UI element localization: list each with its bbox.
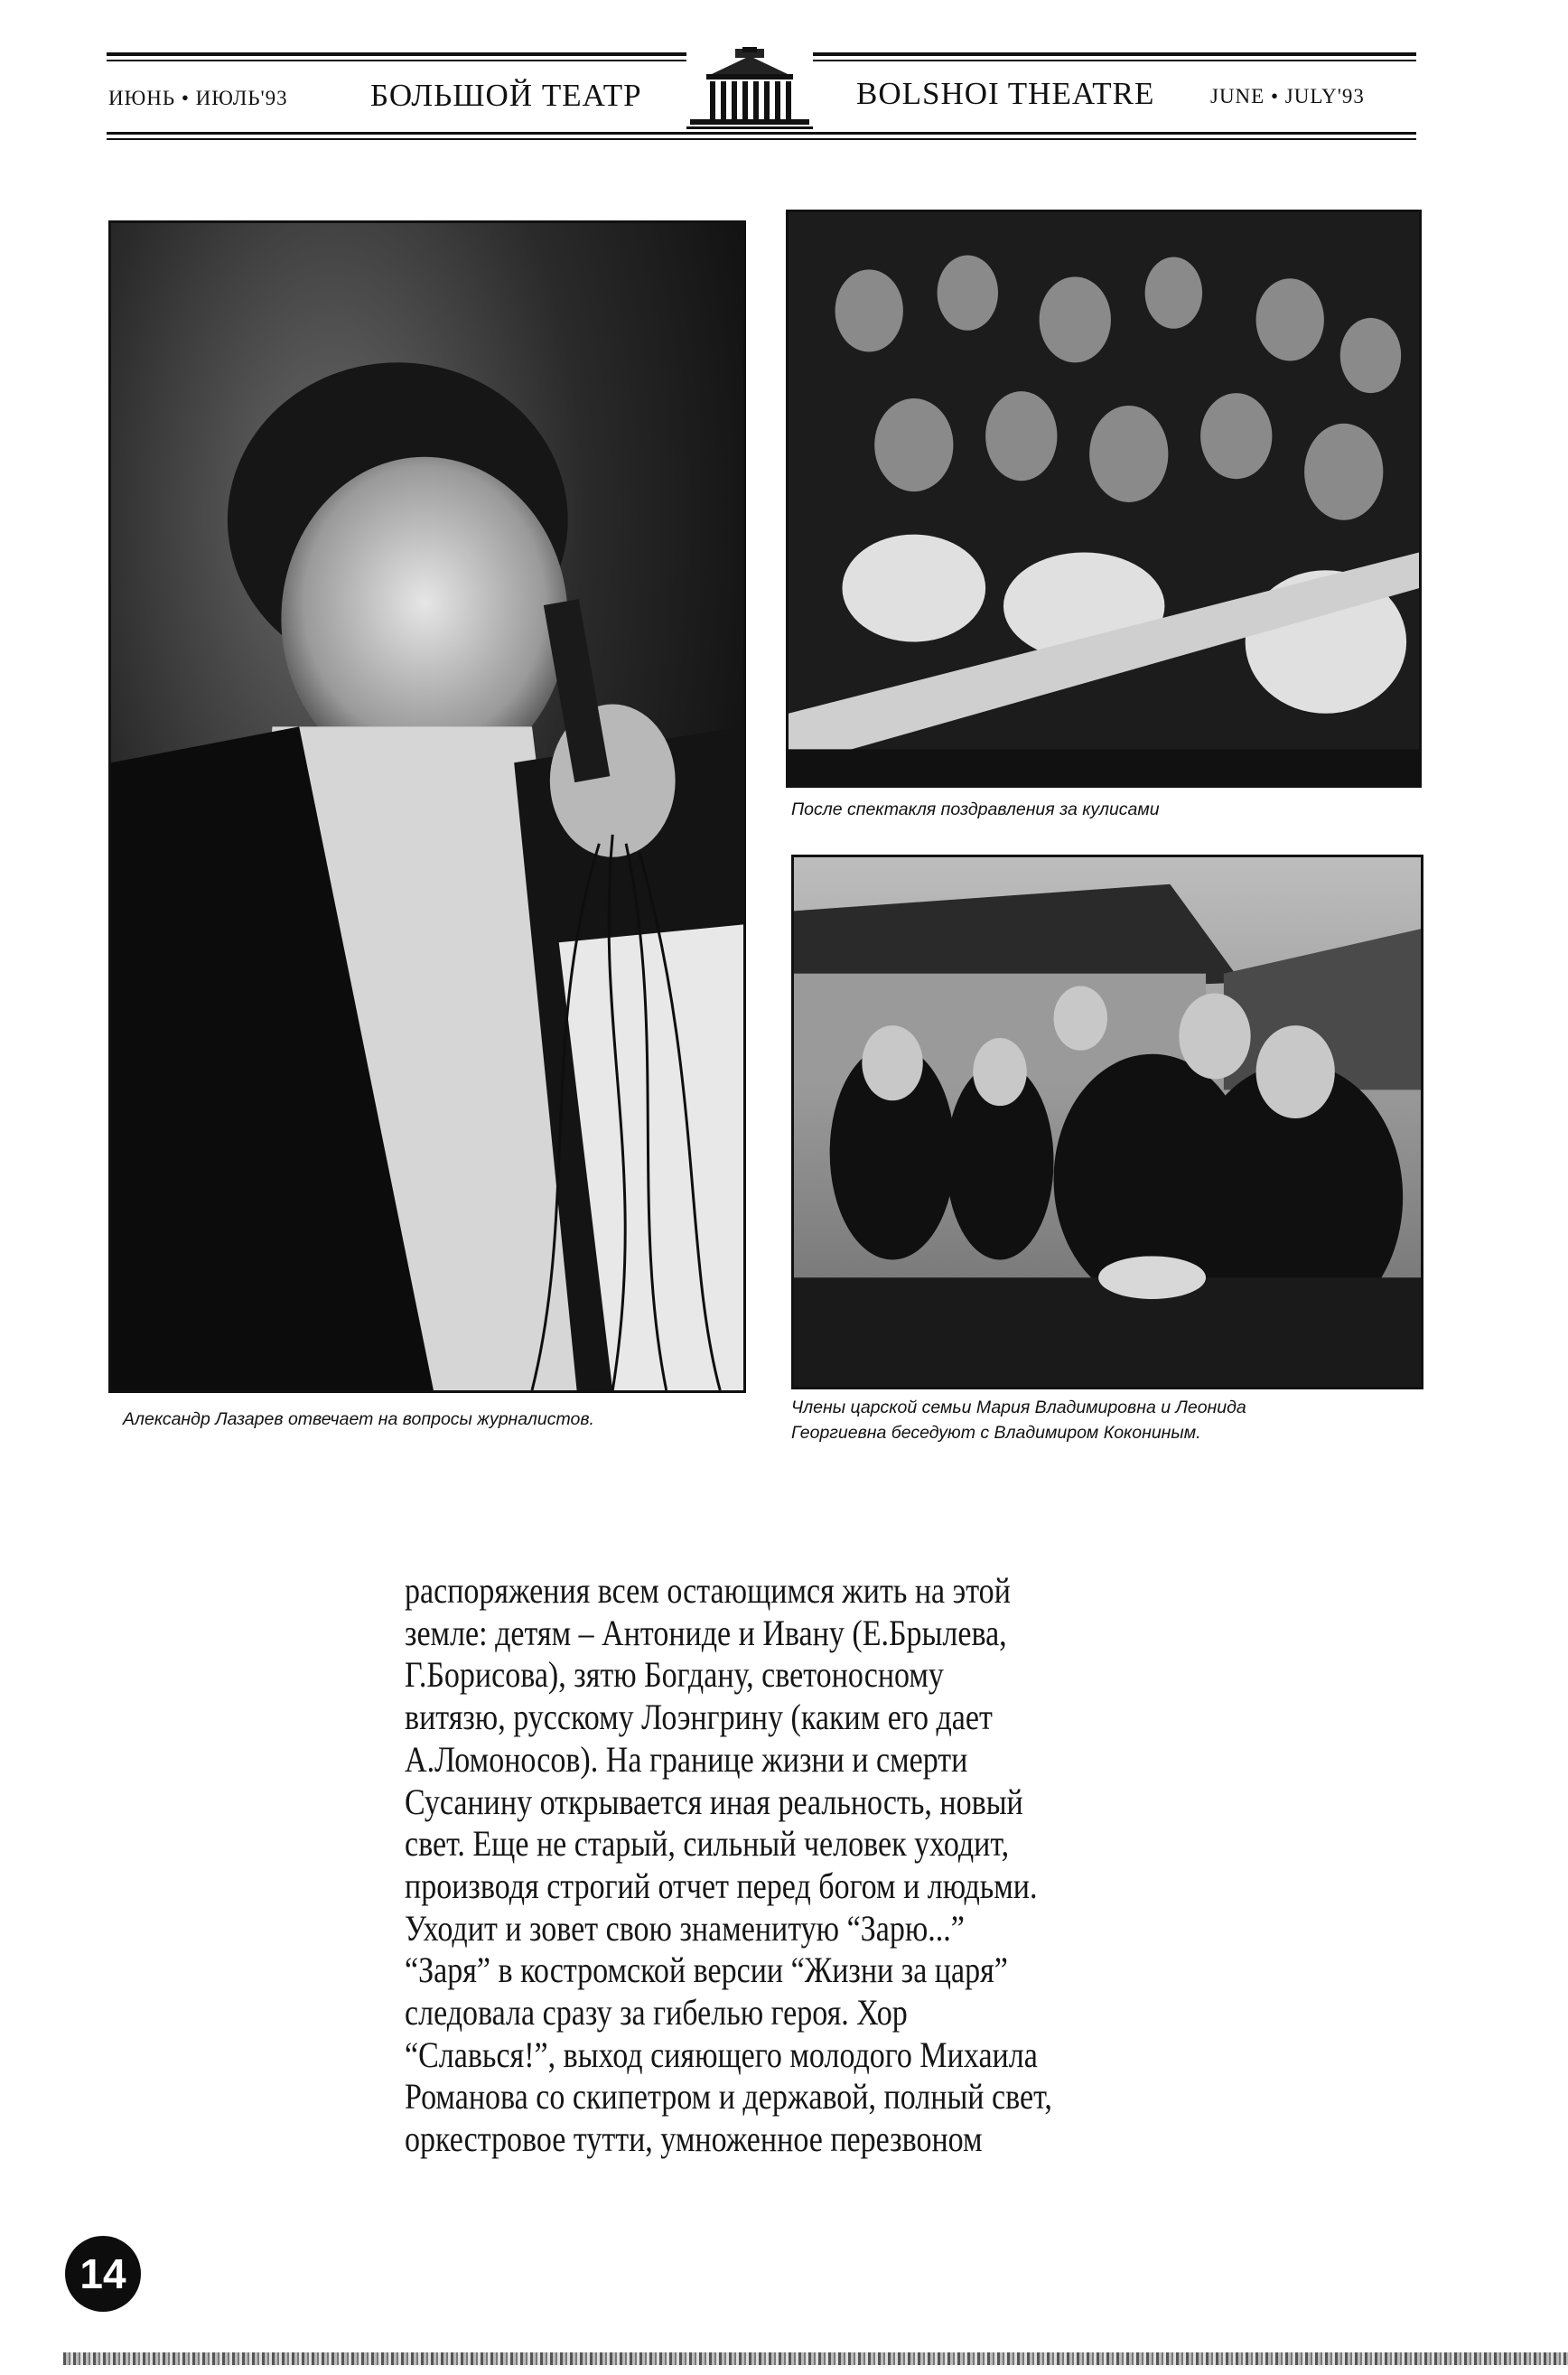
header-date-ru: ИЮНЬ • ИЮЛЬ'93 [108,87,288,109]
body-line: производя строгий отчет перед богом и людьми. [405,1865,1038,1906]
body-line: оркестровое тутти, умноженное перезвоном [405,2118,983,2160]
body-line: Г.Борисова), зятю Богдану, светоносному [405,1654,944,1696]
body-line: Романова со скипетром и державой, полный свет, [405,2076,1052,2118]
caption-line: Георгиевна беседуют с Владимиром Кокониным. [791,1423,1201,1443]
photo-conductor [108,220,746,1393]
body-line: распоряжения всем остающимся жить на этой [405,1570,1011,1611]
body-line: следовала сразу за гибелью героя. Хор [405,1992,908,2034]
caption-line: Члены царской семьи Мария Владимировна и Леонида [791,1398,1246,1417]
body-line: свет. Еще не старый, сильный человек уходит, [405,1823,1010,1865]
header-title-en: BOLSHOI THEATRE [856,76,1155,111]
caption-line: Александр Лазарев отвечает на вопросы журналистов. [123,1409,594,1429]
body-line: витязю, русскому Лоэнгрину (каким его дает [405,1697,993,1738]
caption-royal-family [791,1395,1246,1445]
page-number: 14 [65,2236,141,2312]
header-rule-bottom-thin [107,138,1416,140]
article-body [405,1570,1218,2161]
photo-royal-family [791,855,1423,1389]
body-line: Уходит и зовет свою знаменитую “Зарю...” [405,1907,965,1949]
header-rule-bottom [107,132,1416,135]
body-line: А.Ломоносов). На границе жизни и смерти [405,1738,968,1780]
scan-edge-strip [63,2352,1568,2365]
photo-backstage-crowd [786,210,1422,788]
bolshoi-theatre-logo [686,47,813,130]
caption-line: После спектакля поздравления за кулисами [791,799,1160,819]
header-date-en: JUNE • JULY'93 [1210,85,1365,108]
body-line: “Славься!”, выход сияющего молодого Михаила [405,2034,1038,2075]
caption-backstage [791,797,1160,822]
body-line: “Заря” в костромской версии “Жизни за царя” [405,1950,1008,1991]
header-title-ru: БОЛЬШОЙ ТЕАТР [370,78,642,113]
body-line: земле: детям – Антониде и Ивану (Е.Брылева, [405,1612,1007,1653]
caption-conductor [123,1407,594,1432]
body-line: Сусанину открывается иная реальность, новый [405,1781,1023,1822]
